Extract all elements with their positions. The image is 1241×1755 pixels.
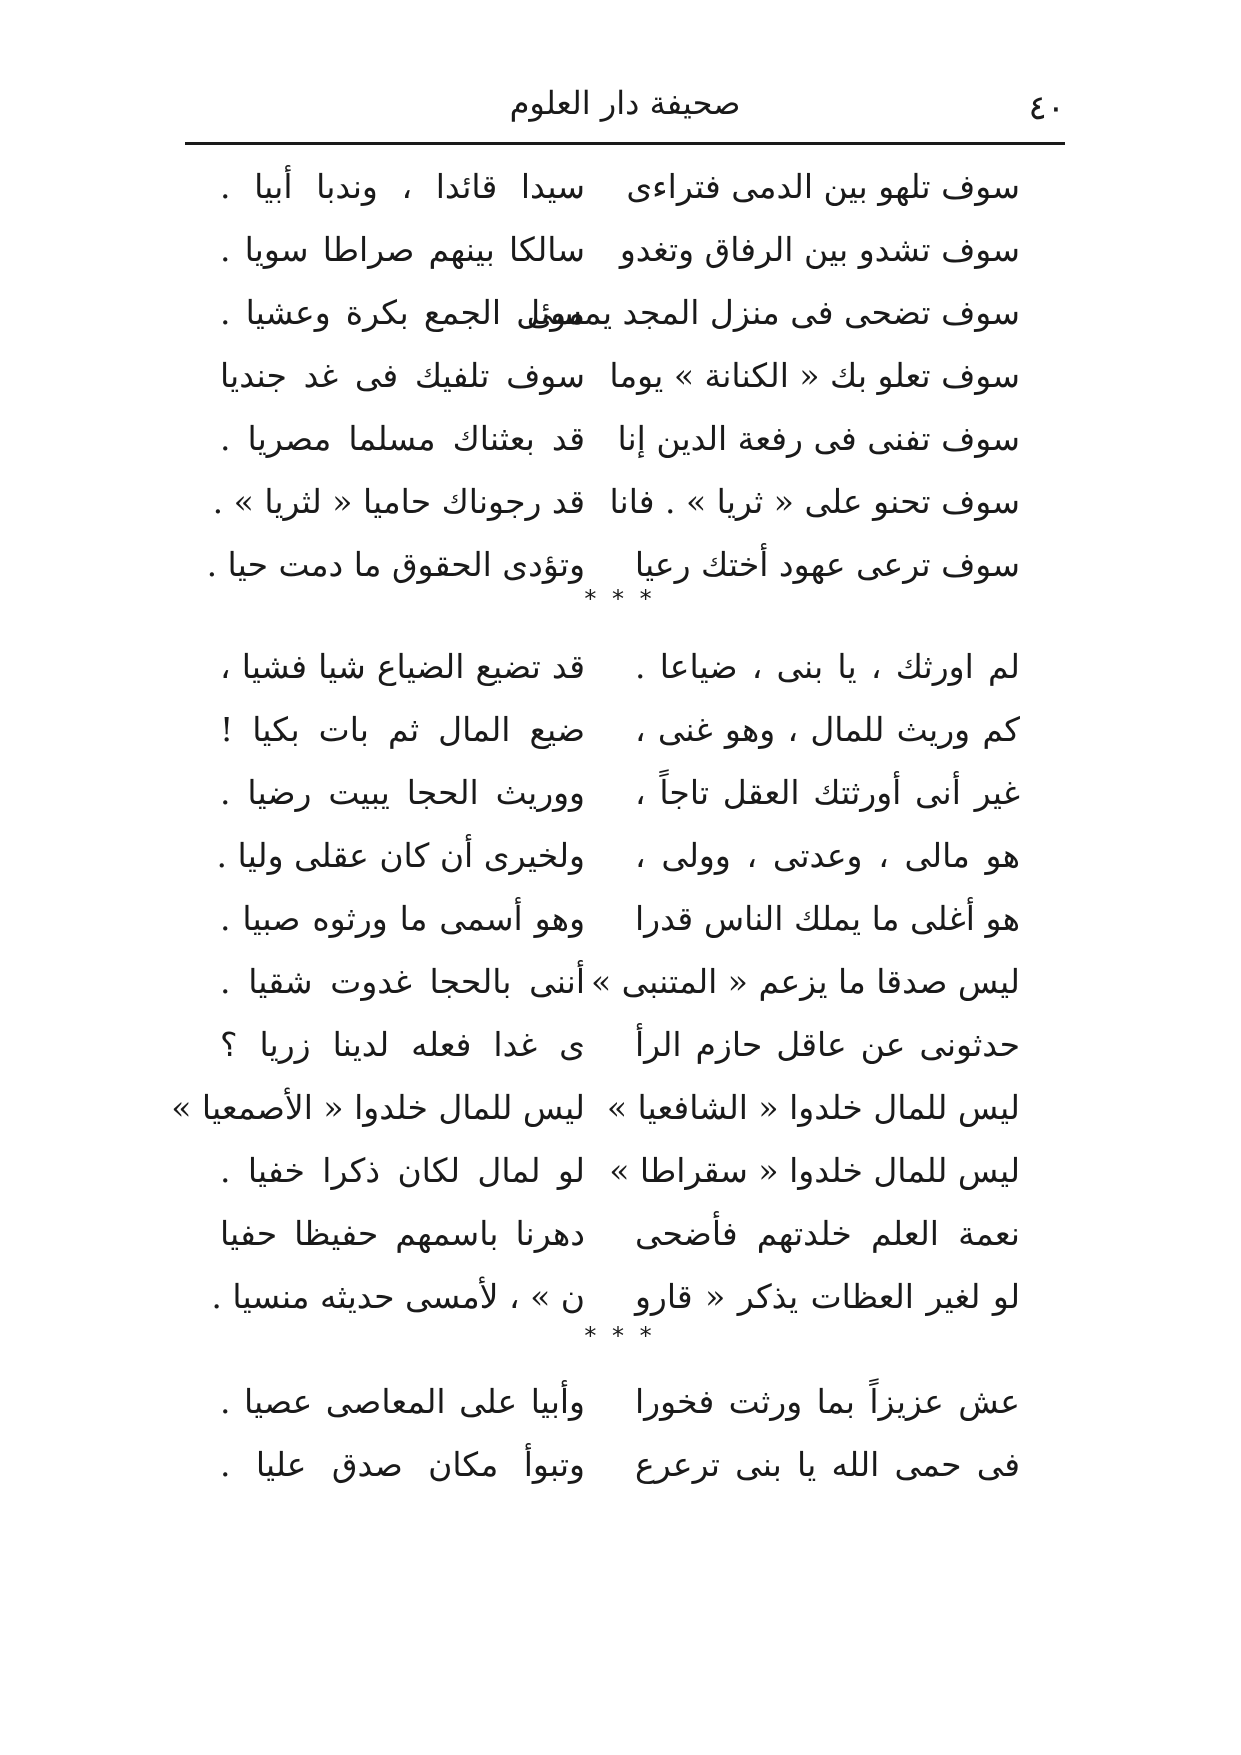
- verse: [212, 470, 1020, 533]
- running-title: صحيفة دار العلوم: [509, 84, 741, 122]
- verse: [220, 887, 1020, 950]
- first-hemistich: سوف تشدو بين الرفاق وتغدو: [619, 230, 1020, 269]
- second-hemistich: ضيع المال ثم بات بكيا !: [220, 710, 585, 749]
- second-hemistich: قد تضيع الضياع شيا فشيا ،: [220, 647, 585, 686]
- verse: [220, 635, 1020, 698]
- verse: [220, 407, 1020, 470]
- first-hemistich: سوف ترعى عهود أختك رعيا: [634, 545, 1020, 584]
- second-hemistich: سوف تلفيك فى غد جنديا: [220, 356, 585, 395]
- second-hemistich: موئل الجمع بكرة وعشيا .: [220, 293, 585, 332]
- second-hemistich: ووريث الحجا يبيت رضيا .: [220, 773, 585, 812]
- verse: [220, 1370, 1020, 1433]
- poem-section-3: [220, 1370, 1020, 1496]
- verse: [171, 1076, 1020, 1139]
- first-hemistich: ليس للمال خلدوا « الشافعيا »: [606, 1088, 1020, 1127]
- verse: [220, 1433, 1020, 1496]
- poem-section-2: [171, 635, 1020, 1328]
- verse: [220, 1139, 1020, 1202]
- first-hemistich: كم وريث للمال ، وهو غنى ،: [635, 710, 1020, 749]
- first-hemistich: غير أنى أورثتك العقل تاجاً ،: [635, 773, 1020, 812]
- verse: [220, 1202, 1020, 1265]
- first-hemistich: هو أغلى ما يملك الناس قدرا: [635, 899, 1020, 938]
- first-hemistich: حدثونى عن عاقل حازم الرأ: [635, 1025, 1020, 1064]
- second-hemistich: أننى بالحجا غدوت شقيا .: [220, 962, 585, 1001]
- first-hemistich: سوف تفنى فى رفعة الدين إنا: [617, 419, 1020, 458]
- verse: [216, 824, 1020, 887]
- first-hemistich: ليس للمال خلدوا « سقراطا »: [609, 1151, 1020, 1190]
- second-hemistich: وتبوأ مكان صدق عليا .: [220, 1445, 585, 1484]
- second-hemistich: ولخيرى أن كان عقلى وليا .: [216, 836, 585, 875]
- verse: [220, 950, 1020, 1013]
- first-hemistich: سوف تحنو على « ثريا » . فانا: [609, 482, 1020, 521]
- poem-section-1: [206, 155, 1020, 596]
- first-hemistich: فى حمى الله يا بنى ترعرع: [635, 1445, 1020, 1484]
- first-hemistich: هو مالى ، وعدتى ، وولى ،: [635, 836, 1020, 875]
- first-hemistich: سوف تلهو بين الدمى فتراءى: [626, 167, 1020, 206]
- second-hemistich: ليس للمال خلدوا « الأصمعيا »: [171, 1088, 585, 1127]
- first-hemistich: لم اورثك ، يا بنى ، ضياعا .: [635, 647, 1020, 686]
- section-separator: * * *: [584, 585, 656, 613]
- verse: [220, 344, 1020, 407]
- second-hemistich: وأبيا على المعاصى عصيا .: [220, 1382, 585, 1421]
- first-hemistich: نعمة العلم خلدتهم فأضحى: [635, 1214, 1020, 1253]
- second-hemistich: ن » ، لأمسى حديثه منسيا .: [211, 1277, 585, 1316]
- verse: [220, 218, 1020, 281]
- header-rule: [185, 142, 1065, 145]
- second-hemistich: قد رجوناك حاميا « لثريا » .: [212, 482, 585, 521]
- first-hemistich: لو لغير العظات يذكر « قارو: [635, 1277, 1020, 1316]
- verse: [220, 761, 1020, 824]
- second-hemistich: وهو أسمى ما ورثوه صبيا .: [220, 899, 585, 938]
- second-hemistich: لو لمال لكان ذكرا خفيا .: [220, 1151, 585, 1190]
- page-header: [185, 80, 1065, 140]
- verse: [211, 1265, 1020, 1328]
- section-separator: * * *: [584, 1322, 656, 1350]
- second-hemistich: وتؤدى الحقوق ما دمت حيا .: [206, 545, 585, 584]
- page-number: ٤٠: [1028, 88, 1065, 128]
- second-hemistich: سالكا بينهم صراطا سويا .: [220, 230, 585, 269]
- first-hemistich: سوف تضحى فى منزل المجد يمسى: [526, 293, 1020, 332]
- verse: [220, 281, 1020, 344]
- second-hemistich: سيدا قائدا ، وندبا أبيا .: [220, 167, 585, 206]
- verse: [220, 698, 1020, 761]
- first-hemistich: ليس صدقا ما يزعم « المتنبى »: [590, 962, 1020, 1001]
- verse: [220, 1013, 1020, 1076]
- second-hemistich: دهرنا باسمهم حفيظا حفيا: [220, 1214, 585, 1253]
- first-hemistich: سوف تعلو بك « الكنانة » يوما: [609, 356, 1020, 395]
- first-hemistich: عش عزيزاً بما ورثت فخورا: [635, 1382, 1020, 1421]
- verse: [220, 155, 1020, 218]
- second-hemistich: ى غدا فعله لدينا زريا ؟: [220, 1025, 585, 1064]
- second-hemistich: قد بعثناك مسلما مصريا .: [220, 419, 585, 458]
